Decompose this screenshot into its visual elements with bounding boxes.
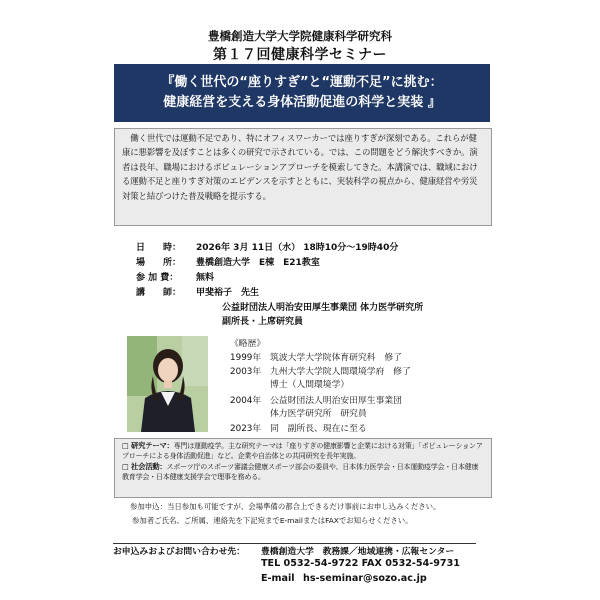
speaker-label: 講 師： [136, 288, 182, 298]
abstract-box: 働く世代では運動不足であり、特にオフィスワーカーでは座りすぎが深刻である。これらが健康に悪影響を及ぼすことは多くの研究で示されている。では、この問題をどう解決すべきか。演者は長年、職場におけるポピュレーションアプローチを模索してきた。本講演では、職域における運動不足と座りすぎ対策のエビデンスを示すとともに、実装科学の視点から、健康経営や労災対策と結びつけた普及戦略を提示する。 [114, 128, 492, 226]
career-year: 2023年 [230, 424, 262, 434]
career-entry: 筑波大学大学院体育研究科 修了 [270, 353, 402, 363]
career-entry: 博士（人間環境学） [270, 380, 350, 390]
research-theme [122, 441, 484, 462]
seminar-title: 第１７回健康科学セミナー [213, 47, 387, 63]
contact-phone-fax: TEL 0532-54-9722 FAX 0532-54-9731 [261, 558, 460, 569]
title-line-2: 健康経営を支える身体活動促進の科学と実装 』 [163, 95, 441, 110]
social-activity [122, 462, 484, 483]
research-theme-label: □ 研究テーマ： [122, 441, 174, 450]
place-row [136, 255, 320, 268]
fee-row [136, 270, 214, 283]
career-entry: 体力医学研究所 研究員 [270, 409, 367, 419]
application-note-1: 参加申込：当日参加も可能ですが、会場準備の都合上できるだけ事前にお申し込みください。 [130, 502, 441, 511]
speaker-position: 副所長・上席研究員 [222, 317, 304, 327]
career-year: 2004年 [230, 396, 262, 406]
contact-email-label: E-mail [261, 573, 295, 584]
career-entry: 公益財団法人明治安田厚生事業団 [270, 396, 402, 406]
career-year: 2003年 [230, 367, 262, 377]
speaker-portrait-image [127, 336, 208, 432]
research-theme-text: 専門は運動疫学。主な研究テーマは「座りすぎの健康影響と企業における対策」「ポピュレーションアプローチによる身体活動促進」など。企業や自治体との共同研究を長年実施。 [122, 442, 483, 461]
contact-org: 豊橋創造大学 教務課／地域連携・広報センター [261, 547, 455, 557]
fee-label: 参 加 費： [136, 273, 179, 283]
research-box [114, 438, 492, 498]
career-year: 1999年 [230, 353, 262, 363]
contact-label: お申込みおよびお問い合わせ先： [113, 547, 245, 557]
career-entry: 同 副所長、現在に至る [270, 424, 367, 434]
career-heading: 《略歴》 [230, 339, 266, 349]
application-note-2: 参加者ご氏名、ご所属、連絡先を下記宛までE-mailまたはFAXでお知らせください。 [132, 515, 413, 525]
speaker-affiliation: 公益財団法人明治安田厚生事業団 体力医学研究所 [222, 303, 424, 313]
date-value: 2026年 3月 11日（水） 18時10分～19時40分 [196, 243, 399, 253]
application-notes [130, 500, 490, 527]
social-activity-label: □ 社会活動： [122, 461, 167, 471]
organization-name: 豊橋創造大学大学院健康科学研究科 [208, 29, 392, 43]
career-entry: 九州大学大学院人間環境学府 修了 [270, 367, 411, 377]
contact-email[interactable]: hs-seminar@sozo.ac.jp [303, 573, 427, 584]
place-label: 場 所： [136, 258, 182, 268]
speaker-photo [127, 336, 208, 432]
date-label: 日 時： [136, 243, 182, 253]
place-value: 豊橋創造大学 E棟 E21教室 [196, 258, 320, 268]
fee-value: 無料 [196, 273, 215, 283]
speaker-name: 甲斐裕子 先生 [196, 288, 260, 298]
title-banner [114, 64, 490, 122]
date-row [136, 240, 398, 253]
social-activity-text: スポーツ庁のスポーツ審議会健康スポーツ部会の委員や、日本体力医学会・日本運動疫学会・日本健康教育学会・日本健康支援学会で理事を務める。 [122, 462, 479, 482]
title-line-1: 『働く世代の“座りすぎ”と“運動不足”に挑む： [161, 75, 443, 90]
speaker-row [136, 285, 259, 298]
